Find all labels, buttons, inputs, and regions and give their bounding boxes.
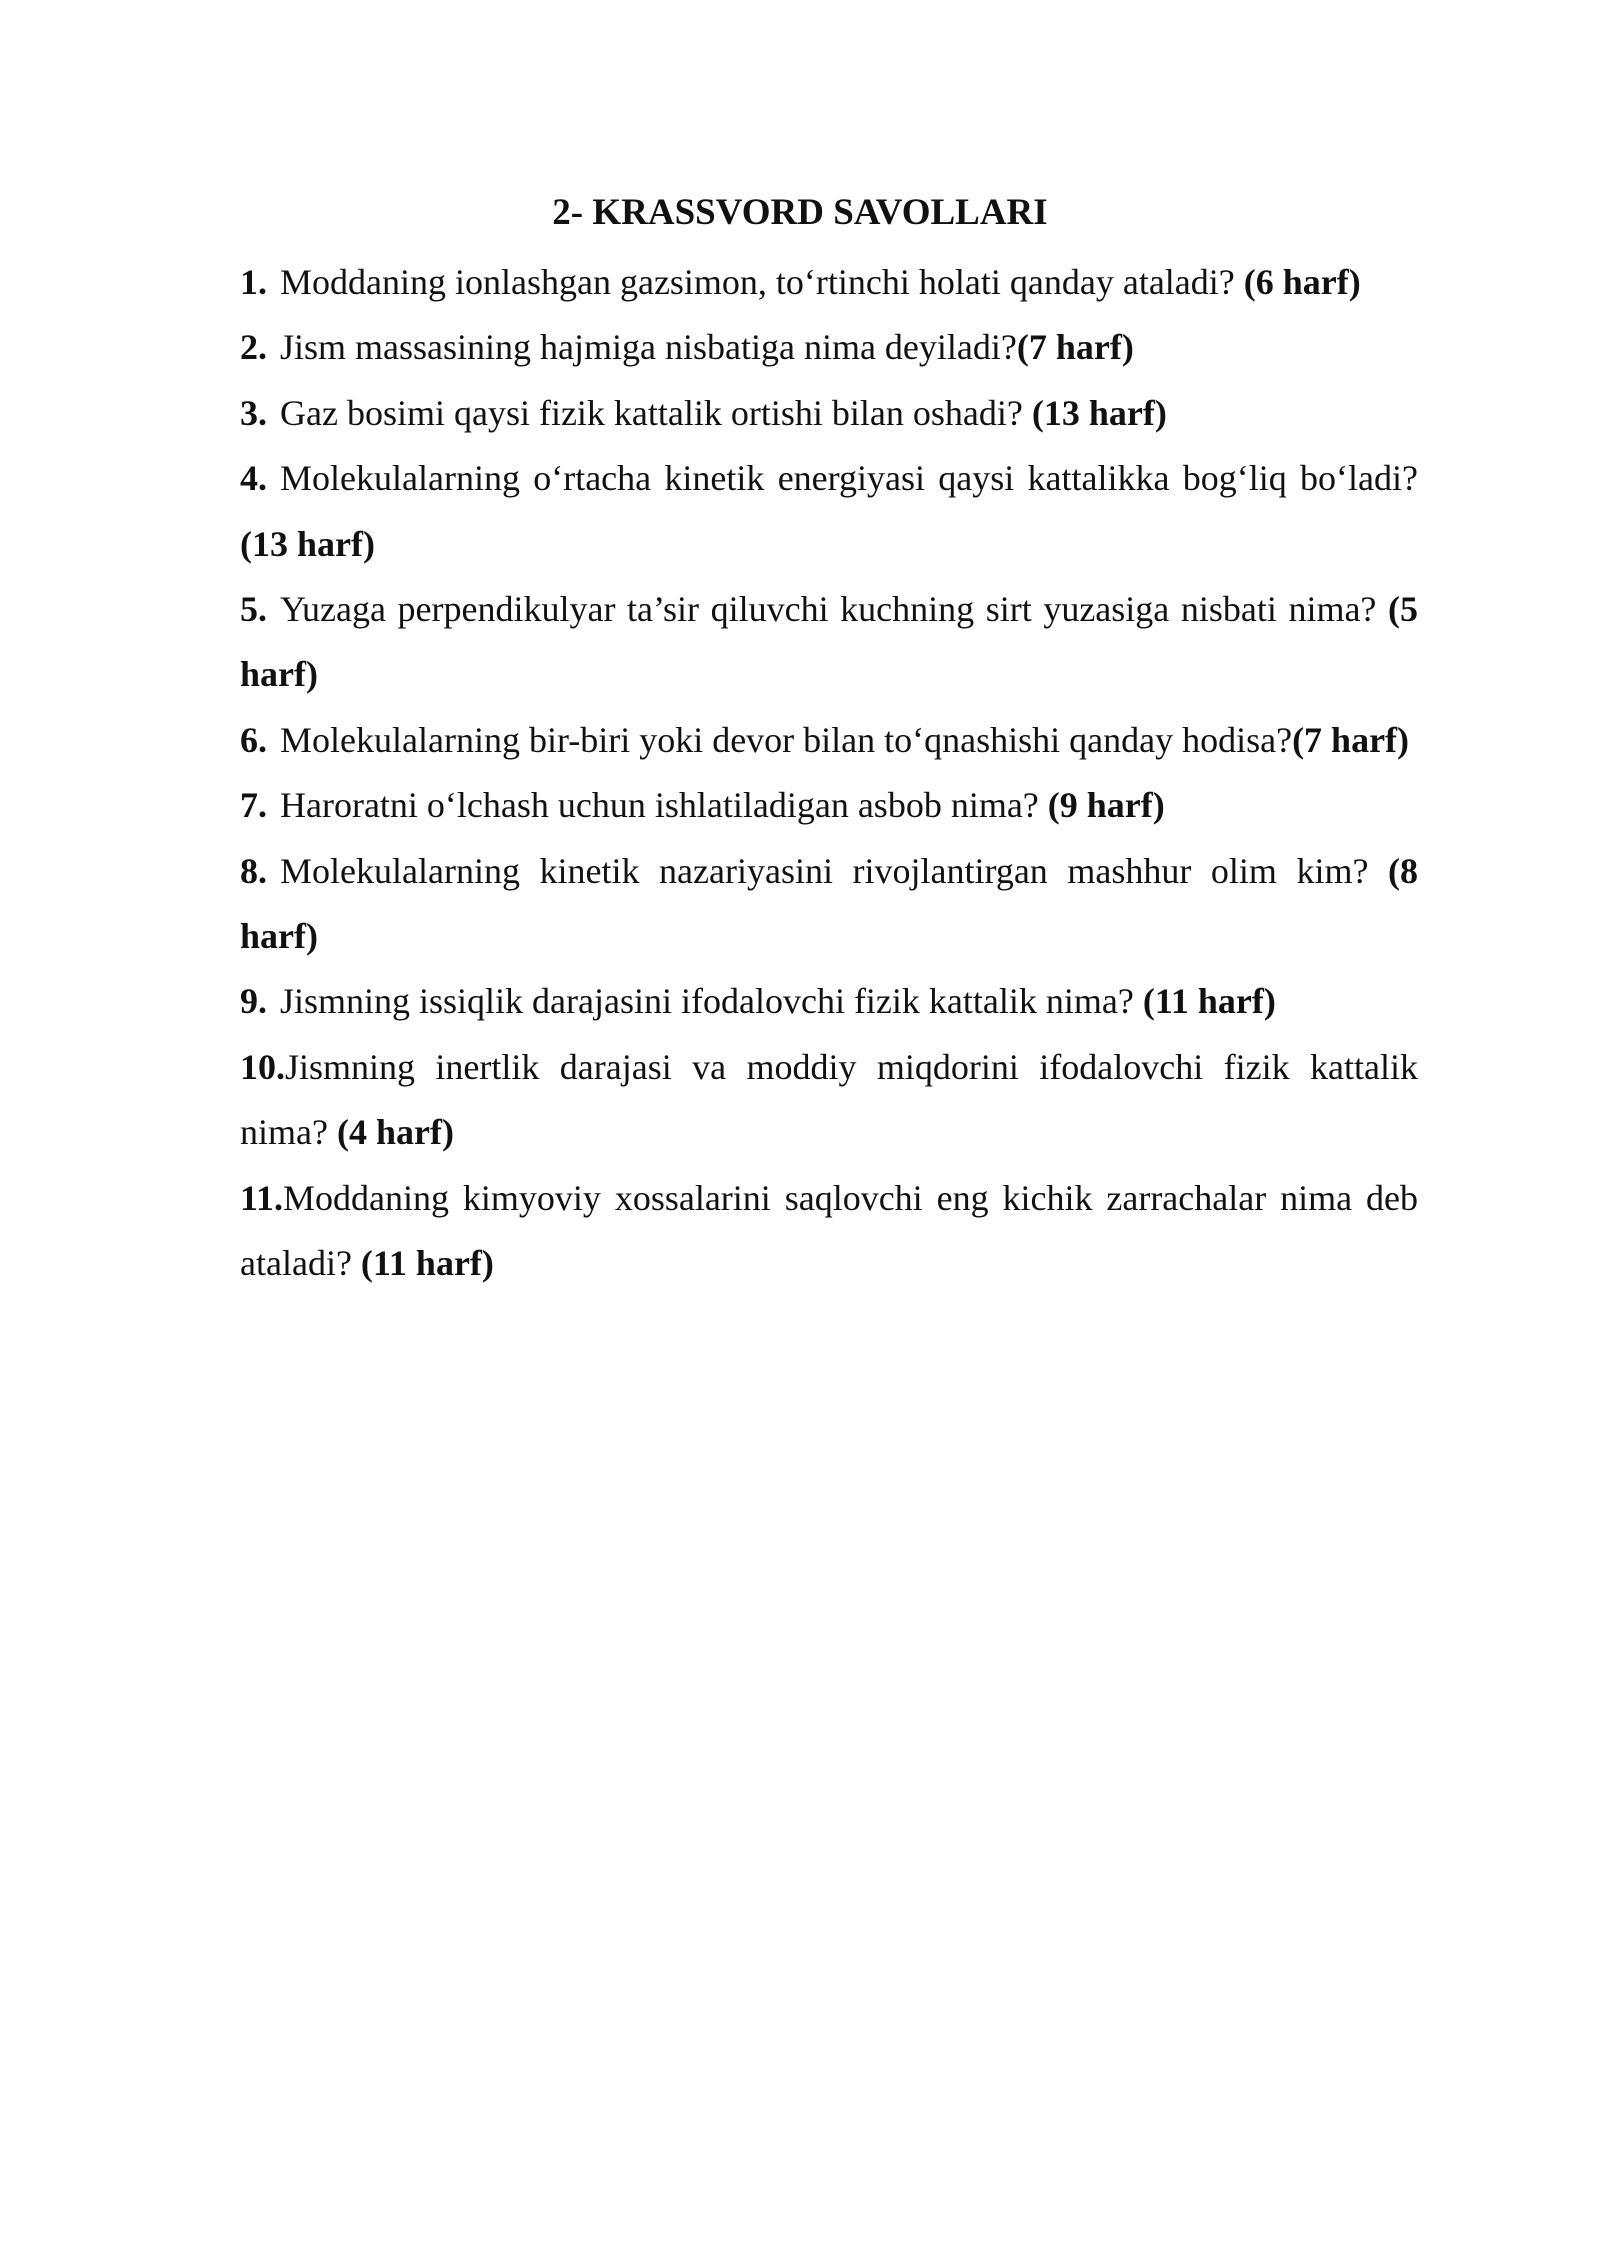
question-number: 3. (240, 392, 267, 433)
question-number: 11. (240, 1177, 284, 1218)
letter-count-hint: (4 harf) (336, 1112, 454, 1153)
letter-count-hint: (9 harf) (1047, 785, 1165, 826)
question-text: Gaz bosimi qaysi fizik kattalik ortishi bilan oshadi? (280, 392, 1032, 433)
question-number: 10. (240, 1046, 285, 1087)
question-item (240, 315, 1418, 380)
question-text: Haroratni o‘lchash uchun ishlatiladigan asbob nima? (280, 785, 1048, 826)
question-number: 9. (240, 981, 267, 1022)
letter-count-hint: (13 harf) (240, 523, 375, 564)
question-number: 6. (240, 719, 267, 760)
question-item (240, 708, 1418, 773)
document-title: 2- KRASSVORD SAVOLLARI (552, 192, 1048, 233)
question-number: 2. (240, 327, 267, 368)
question-text: Jism massasining hajmiga nisbatiga nima deyiladi? (280, 327, 1017, 368)
letter-count-hint: (5 harf) (240, 589, 1418, 695)
letter-count-hint: (11 harf) (360, 1243, 494, 1284)
question-text: Moddaning kimyoviy xossalarini saqlovchi eng kichik zarrachalar nima deb ataladi? (240, 1177, 1418, 1284)
question-text: Moddaning ionlashgan gazsimon, to‘rtinchi holati qanday ataladi? (280, 262, 1244, 302)
letter-count-hint: (7 harf) (1292, 719, 1410, 760)
question-text: Jismning issiqlik darajasini ifodalovchi fizik kattalik nima? (280, 981, 1143, 1022)
question-item (240, 1166, 1418, 1297)
letter-count-hint: (13 harf) (1031, 392, 1167, 433)
question-text: Molekulalarning o‘rtacha kinetik energiyasi qaysi kattalikka bog‘liq bo‘ladi? (280, 458, 1418, 499)
question-item (240, 1035, 1418, 1166)
question-item (240, 773, 1418, 838)
question-number: 8. (240, 850, 267, 891)
letter-count-hint: (7 harf) (1016, 327, 1134, 368)
letter-count-hint: (11 harf) (1142, 981, 1276, 1022)
question-item (240, 446, 1418, 577)
question-text: Yuzaga perpendikulyar ta’sir qiluvchi kuchning sirt yuzasiga nisbati nima? (280, 589, 1388, 630)
question-text: Molekulalarning kinetik nazariyasini rivojlantirgan mashhur olim kim? (280, 850, 1388, 891)
question-list (240, 250, 1418, 1297)
question-number: 4. (240, 458, 267, 499)
question-item (240, 577, 1418, 708)
letter-count-hint: (6 harf) (1243, 262, 1361, 302)
question-item (240, 250, 1418, 315)
question-number: 1. (240, 262, 267, 302)
question-number: 7. (240, 785, 267, 826)
question-item (240, 969, 1418, 1034)
question-item (240, 839, 1418, 970)
letter-count-hint: (8 harf) (240, 850, 1418, 957)
question-text: Jismning inertlik darajasi va moddiy miqdorini ifodalovchi fizik kattalik nima? (240, 1046, 1418, 1153)
question-text: Molekulalarning bir-biri yoki devor bilan to‘qnashishi qanday hodisa? (280, 719, 1293, 760)
question-item (240, 381, 1418, 446)
question-number: 5. (240, 589, 267, 630)
